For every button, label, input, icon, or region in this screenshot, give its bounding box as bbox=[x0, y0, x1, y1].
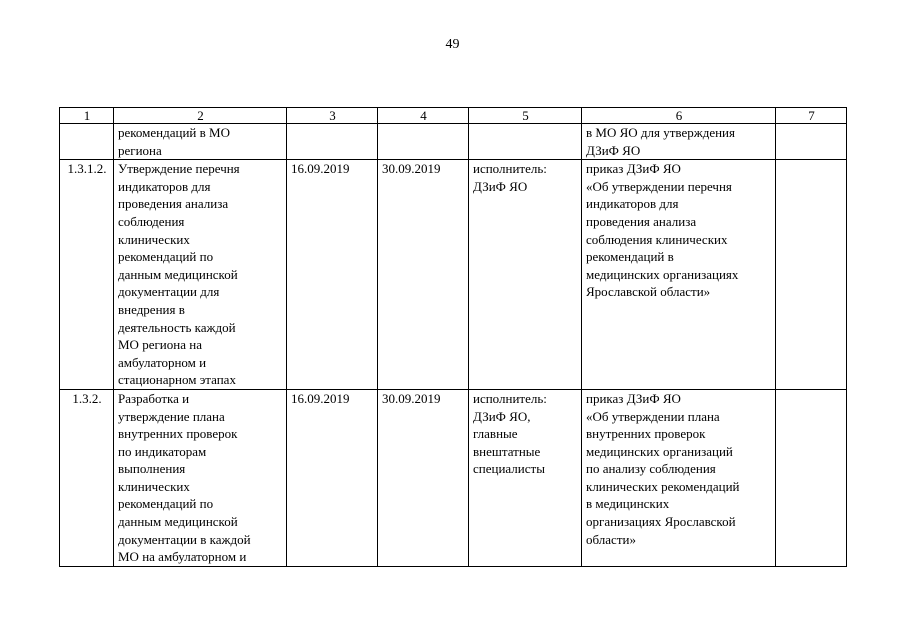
page-number: 49 bbox=[445, 37, 460, 52]
executor-cell: исполнитель: ДЗиФ ЯО, главные внештатные специалисты bbox=[469, 389, 582, 566]
column-header-4: 4 bbox=[378, 108, 469, 124]
result-cell: приказ ДЗиФ ЯО «Об утверждении перечня индикаторов для проведения анализа соблюдения клинических рекомендаций в медицинских организациях Ярославской области» bbox=[582, 160, 776, 390]
table-row bbox=[60, 160, 847, 390]
notes-cell bbox=[776, 389, 847, 566]
column-header-5: 5 bbox=[469, 108, 582, 124]
table-row bbox=[60, 389, 847, 566]
executor-cell bbox=[469, 124, 582, 160]
item-number-cell bbox=[60, 124, 114, 160]
column-header-6: 6 bbox=[582, 108, 776, 124]
table-header-row bbox=[60, 108, 847, 124]
end-date-cell bbox=[378, 124, 469, 160]
column-header-2: 2 bbox=[114, 108, 287, 124]
end-date-cell: 30.09.2019 bbox=[378, 160, 469, 390]
column-header-3: 3 bbox=[287, 108, 378, 124]
item-number-cell: 1.3.1.2. bbox=[60, 160, 114, 390]
executor-cell: исполнитель: ДЗиФ ЯО bbox=[469, 160, 582, 390]
plan-table bbox=[59, 107, 847, 567]
activity-cell: Утверждение перечня индикаторов для проведения анализа соблюдения клинических рекомендаций по данным медицинской документации для внедрения в деятельность каждой МО региона на амбулаторном и стационарном этапах bbox=[114, 160, 287, 390]
start-date-cell: 16.09.2019 bbox=[287, 160, 378, 390]
activity-cell: Разработка и утверждение плана внутренних проверок по индикаторам выполнения клинических рекомендаций по данным медицинской документации в каждой МО на амбулаторном и bbox=[114, 389, 287, 566]
result-cell: приказ ДЗиФ ЯО «Об утверждении плана внутренних проверок медицинских организаций по анализу соблюдения клинических рекомендаций в медицинских организациях Ярославской области» bbox=[582, 389, 776, 566]
table-row bbox=[60, 124, 847, 160]
column-header-7: 7 bbox=[776, 108, 847, 124]
end-date-cell: 30.09.2019 bbox=[378, 389, 469, 566]
item-number-cell: 1.3.2. bbox=[60, 389, 114, 566]
activity-cell: рекомендаций в МО региона bbox=[114, 124, 287, 160]
start-date-cell: 16.09.2019 bbox=[287, 389, 378, 566]
notes-cell bbox=[776, 160, 847, 390]
column-header-1: 1 bbox=[60, 108, 114, 124]
result-cell: в МО ЯО для утверждения ДЗиФ ЯО bbox=[582, 124, 776, 160]
start-date-cell bbox=[287, 124, 378, 160]
notes-cell bbox=[776, 124, 847, 160]
